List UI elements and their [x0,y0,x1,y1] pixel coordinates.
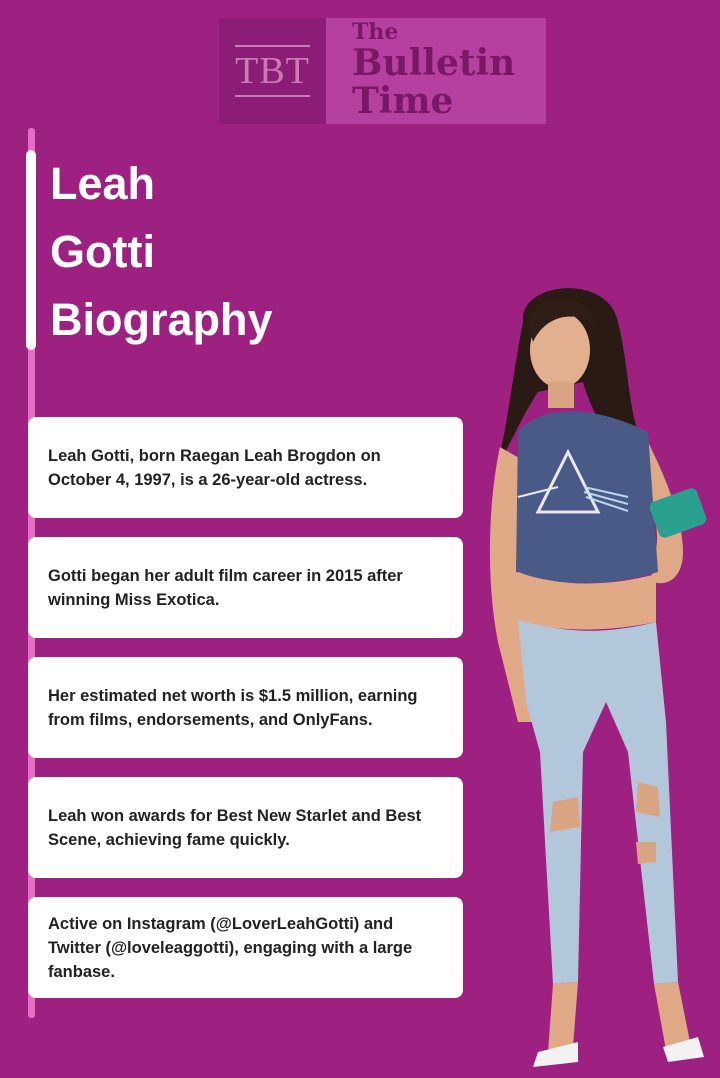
page-title [50,150,273,354]
fact-text: Leah won awards for Best New Starlet and Best Scene, achieving fame quickly. [48,806,422,849]
fact-text: Leah Gotti, born Raegan Leah Brogdon on October 4, 1997, is a 26-year-old actress. [48,446,381,489]
logo-wordmark [326,18,546,124]
logo-the: The [352,19,399,45]
fact-card-awards [28,777,463,878]
fact-card-net-worth [28,657,463,758]
fact-text: Active on Instagram (@LoverLeahGotti) and Twitter (@loveleaggotti), engaging with a large fanbase. [48,914,413,981]
fact-card-birth [28,417,463,518]
logo-bulletin: Bulletin [352,42,516,84]
title-line-3: Biography [50,294,273,345]
fact-text: Gotti began her adult film career in 2015 after winning Miss Exotica. [48,566,403,609]
fact-text: Her estimated net worth is $1.5 million, earning from films, endorsements, and OnlyFans. [48,686,418,729]
title-line-2: Gotti [50,226,155,277]
fact-card-career [28,537,463,638]
fact-card-social [28,897,463,998]
accent-bar-highlight [26,150,36,350]
title-line-1: Leah [50,158,156,209]
logo-time: Time [352,80,454,122]
site-logo[interactable] [219,18,546,124]
person-photo [478,282,720,1078]
logo-mark [219,18,326,124]
logo-monogram: TBT [235,45,310,97]
